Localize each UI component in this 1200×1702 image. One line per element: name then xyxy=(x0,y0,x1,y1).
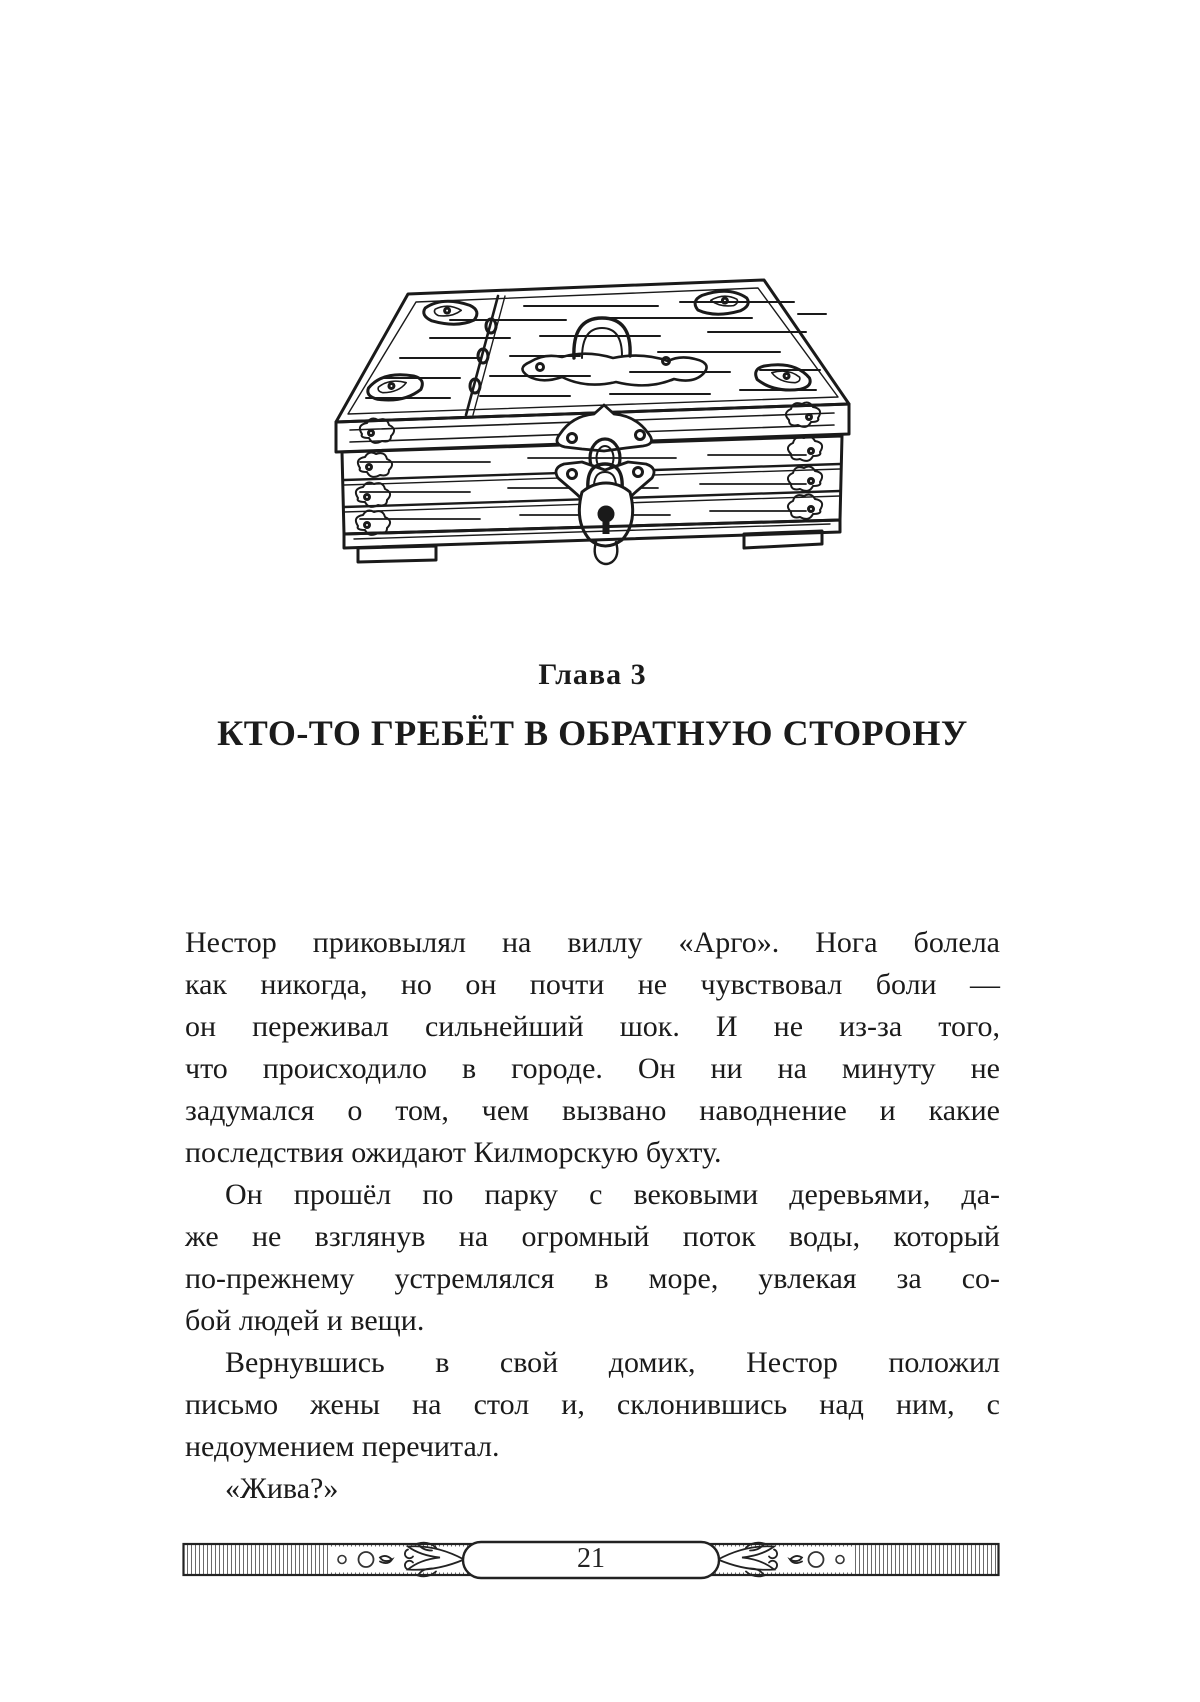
text-line: что происходило в городе. Он ни на минуту не xyxy=(185,1052,1000,1085)
body-text xyxy=(185,922,1000,1510)
text-line: задумался о том, чем вызвано наводнение и какие xyxy=(185,1094,1000,1127)
chapter-label: Глава 3 xyxy=(538,658,647,691)
page-number: 21 xyxy=(577,1543,605,1574)
text-line: как никогда, но он почти не чувствовал боли — xyxy=(185,968,1000,1001)
text-line: недоумением перечитал. xyxy=(185,1430,500,1463)
text-line: Вернувшись в свой домик, Нестор положил xyxy=(225,1346,1000,1379)
text-line: бой людей и вещи. xyxy=(185,1304,425,1337)
chest-illustration xyxy=(328,258,852,580)
text-line: же не взглянув на огромный поток воды, который xyxy=(185,1220,1000,1253)
text-line: Он прошёл по парку с вековыми деревьями, да- xyxy=(225,1178,1000,1211)
footer-ornament xyxy=(182,1540,1000,1580)
text-line: Нестор приковылял на виллу «Арго». Нога болела xyxy=(185,926,1000,959)
chapter-title: КТО-ТО ГРЕБЁТ В ОБРАТНУЮ СТОРОНУ xyxy=(217,713,968,753)
text-line: письмо жены на стол и, склонившись над ним, с xyxy=(185,1388,1000,1421)
text-line: последствия ожидают Килморскую бухту. xyxy=(185,1136,722,1169)
text-line: он переживал сильнейший шок. И не из-за того, xyxy=(185,1010,1000,1043)
text-line: «Жива?» xyxy=(225,1472,339,1505)
text-line: по-прежнему устремлялся в море, увлекая за со- xyxy=(185,1262,1000,1295)
